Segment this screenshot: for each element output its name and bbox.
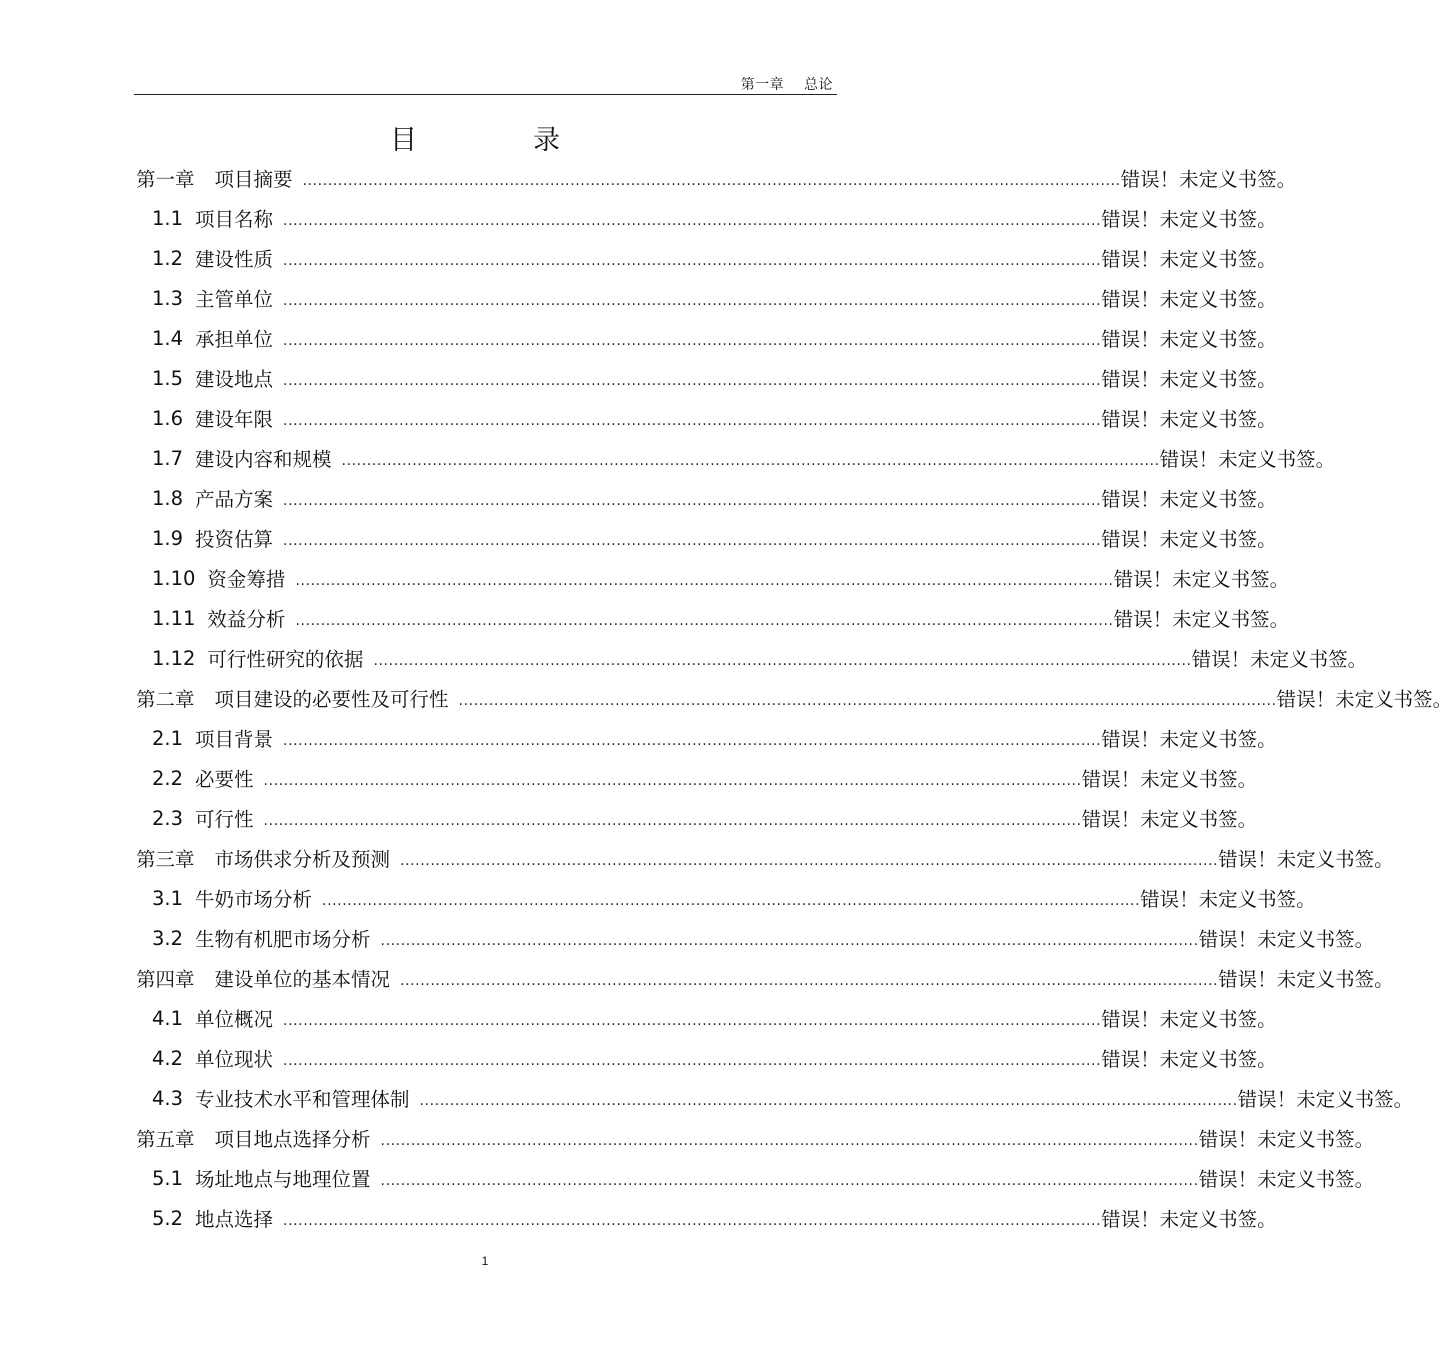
entry-page-reference: 错误！未定义书签。 — [1218, 968, 1394, 991]
entry-number: 2.1 — [152, 726, 184, 750]
entry-number: 1.7 — [152, 446, 184, 470]
entry-number: 4.3 — [152, 1086, 184, 1110]
toc-chapter-entry[interactable] — [134, 678, 1452, 718]
entry-title: 主管单位 — [195, 288, 274, 311]
entry-title: 可行性 — [195, 808, 254, 831]
table-of-contents — [134, 158, 1452, 1238]
dot-leader: .................................................................................................................................................................. — [322, 893, 1141, 909]
entry-page-reference: 错误！未定义书签。 — [1198, 1168, 1375, 1191]
entry-number: 第一章 — [136, 168, 195, 191]
page-number: 1 — [481, 1254, 489, 1268]
entry-number: 1.10 — [152, 566, 196, 590]
dot-leader: .................................................................................................................................................................. — [400, 853, 1219, 869]
toc-section-entry[interactable] — [134, 398, 1277, 438]
dot-leader: .................................................................................................................................................................. — [283, 373, 1102, 389]
entry-page-reference: 错误！未定义书签。 — [1081, 768, 1258, 791]
entry-page-reference: 错误！未定义书签。 — [1101, 1048, 1277, 1071]
dot-leader: .................................................................................................................................................................. — [302, 173, 1121, 189]
entry-number: 2.2 — [152, 766, 184, 790]
dot-leader: .................................................................................................................................................................. — [283, 1213, 1102, 1229]
toc-section-entry[interactable] — [134, 1198, 1277, 1238]
entry-number: 1.8 — [152, 486, 184, 510]
entry-number: 4.1 — [152, 1006, 184, 1030]
entry-number: 3.2 — [152, 926, 184, 950]
toc-chapter-entry[interactable] — [134, 158, 1297, 198]
entry-title: 地点选择 — [195, 1208, 274, 1231]
entry-number: 4.2 — [152, 1046, 184, 1070]
dot-leader: .................................................................................................................................................................. — [373, 653, 1192, 669]
toc-section-entry[interactable] — [134, 1158, 1375, 1198]
entry-page-reference: 错误！未定义书签。 — [1113, 568, 1290, 591]
dot-leader: .................................................................................................................................................................. — [283, 293, 1102, 309]
entry-page-reference: 错误！未定义书签。 — [1237, 1088, 1414, 1111]
entry-title: 项目名称 — [195, 208, 274, 231]
toc-title: 目录 — [390, 125, 676, 156]
toc-section-entry[interactable] — [134, 518, 1277, 558]
dot-leader: .................................................................................................................................................................. — [283, 333, 1102, 349]
toc-section-entry[interactable] — [134, 758, 1258, 798]
entry-title: 投资估算 — [195, 528, 274, 551]
dot-leader: .................................................................................................................................................................. — [341, 453, 1160, 469]
dot-leader: .................................................................................................................................................................. — [400, 973, 1219, 989]
entry-page-reference: 错误！未定义书签。 — [1198, 928, 1375, 951]
toc-section-entry[interactable] — [134, 998, 1277, 1038]
entry-title: 单位现状 — [195, 1048, 274, 1071]
dot-leader: .................................................................................................................................................................. — [263, 773, 1082, 789]
dot-leader: .................................................................................................................................................................. — [263, 813, 1082, 829]
entry-title: 建设内容和规模 — [195, 448, 332, 471]
toc-section-entry[interactable] — [134, 558, 1290, 598]
toc-section-entry[interactable] — [134, 278, 1277, 318]
toc-section-entry[interactable] — [134, 718, 1277, 758]
entry-page-reference: 错误！未定义书签。 — [1101, 1008, 1277, 1031]
entry-number: 1.12 — [152, 646, 196, 670]
running-header — [134, 66, 837, 95]
entry-title: 承担单位 — [195, 328, 274, 351]
entry-number: 1.11 — [152, 606, 196, 630]
entry-title: 市场供求分析及预测 — [214, 848, 391, 871]
header-chapter-title: 第一章 总论 — [740, 77, 833, 93]
entry-title: 项目背景 — [195, 728, 274, 751]
dot-leader: .................................................................................................................................................................. — [283, 253, 1102, 269]
entry-page-reference: 错误！未定义书签。 — [1101, 1208, 1277, 1231]
entry-title: 建设单位的基本情况 — [214, 968, 391, 991]
entry-page-reference: 错误！未定义书签。 — [1101, 488, 1277, 511]
toc-section-entry[interactable] — [134, 598, 1290, 638]
entry-number: 1.1 — [152, 206, 184, 230]
entry-number: 第四章 — [136, 968, 195, 991]
entry-number: 1.4 — [152, 326, 184, 350]
entry-page-reference: 错误！未定义书签。 — [1140, 888, 1316, 911]
dot-leader: .................................................................................................................................................................. — [380, 1133, 1199, 1149]
entry-number: 第二章 — [136, 688, 195, 711]
entry-title: 单位概况 — [195, 1008, 274, 1031]
toc-section-entry[interactable] — [134, 238, 1277, 278]
dot-leader: .................................................................................................................................................................. — [283, 213, 1102, 229]
entry-title: 专业技术水平和管理体制 — [195, 1088, 410, 1111]
toc-section-entry[interactable] — [134, 478, 1277, 518]
dot-leader: .................................................................................................................................................................. — [283, 1013, 1102, 1029]
entry-page-reference: 错误！未定义书签。 — [1113, 608, 1290, 631]
entry-title: 必要性 — [195, 768, 254, 791]
toc-section-entry[interactable] — [134, 638, 1368, 678]
dot-leader: .................................................................................................................................................................. — [283, 493, 1102, 509]
entry-page-reference: 错误！未定义书签。 — [1081, 808, 1258, 831]
toc-section-entry[interactable] — [134, 438, 1336, 478]
dot-leader: .................................................................................................................................................................. — [283, 733, 1102, 749]
entry-page-reference: 错误！未定义书签。 — [1198, 1128, 1375, 1151]
entry-title: 效益分析 — [207, 608, 286, 631]
toc-chapter-entry[interactable] — [134, 838, 1394, 878]
dot-leader: .................................................................................................................................................................. — [283, 413, 1102, 429]
entry-page-reference: 错误！未定义书签。 — [1191, 648, 1368, 671]
entry-page-reference: 错误！未定义书签。 — [1101, 408, 1277, 431]
toc-section-entry[interactable] — [134, 918, 1375, 958]
entry-title: 项目摘要 — [214, 168, 293, 191]
dot-leader: .................................................................................................................................................................. — [458, 693, 1277, 709]
toc-section-entry[interactable] — [134, 1038, 1277, 1078]
entry-page-reference: 错误！未定义书签。 — [1101, 288, 1277, 311]
entry-number: 2.3 — [152, 806, 184, 830]
toc-section-entry[interactable] — [134, 798, 1258, 838]
dot-leader: .................................................................................................................................................................. — [283, 533, 1102, 549]
entry-title: 生物有机肥市场分析 — [195, 928, 371, 951]
entry-title: 项目地点选择分析 — [214, 1128, 371, 1151]
entry-page-reference: 错误！未定义书签。 — [1101, 368, 1277, 391]
dot-leader: .................................................................................................................................................................. — [295, 573, 1114, 589]
entry-number: 5.1 — [152, 1166, 184, 1190]
entry-number: 1.2 — [152, 246, 184, 270]
entry-page-reference: 错误！未定义书签。 — [1218, 848, 1394, 871]
entry-title: 建设年限 — [195, 408, 274, 431]
entry-page-reference: 错误！未定义书签。 — [1101, 328, 1277, 351]
toc-section-entry[interactable] — [134, 318, 1277, 358]
dot-leader: .................................................................................................................................................................. — [380, 933, 1199, 949]
entry-number: 5.2 — [152, 1206, 184, 1230]
entry-page-reference: 错误！未定义书签。 — [1101, 208, 1277, 231]
entry-page-reference: 错误！未定义书签。 — [1101, 248, 1277, 271]
entry-page-reference: 错误！未定义书签。 — [1120, 168, 1297, 191]
entry-number: 第三章 — [136, 848, 195, 871]
entry-title: 建设性质 — [195, 248, 274, 271]
entry-title: 产品方案 — [195, 488, 274, 511]
entry-number: 1.5 — [152, 366, 184, 390]
entry-title: 牛奶市场分析 — [195, 888, 313, 911]
entry-number: 1.9 — [152, 526, 184, 550]
entry-number: 1.6 — [152, 406, 184, 430]
dot-leader: .................................................................................................................................................................. — [283, 1053, 1102, 1069]
entry-page-reference: 错误！未定义书签。 — [1276, 688, 1452, 711]
entry-title: 资金筹措 — [207, 568, 286, 591]
entry-page-reference: 错误！未定义书签。 — [1159, 448, 1336, 471]
dot-leader: .................................................................................................................................................................. — [419, 1093, 1238, 1109]
dot-leader: .................................................................................................................................................................. — [295, 613, 1114, 629]
toc-chapter-entry[interactable] — [134, 958, 1394, 998]
entry-title: 项目建设的必要性及可行性 — [214, 688, 449, 711]
toc-section-entry[interactable] — [134, 878, 1316, 918]
toc-section-entry[interactable] — [134, 1078, 1414, 1118]
entry-page-reference: 错误！未定义书签。 — [1101, 528, 1277, 551]
entry-number: 1.3 — [152, 286, 184, 310]
entry-title: 建设地点 — [195, 368, 274, 391]
dot-leader: .................................................................................................................................................................. — [380, 1173, 1199, 1189]
toc-chapter-entry[interactable] — [134, 1118, 1375, 1158]
toc-section-entry[interactable] — [134, 198, 1277, 238]
entry-number: 第五章 — [136, 1128, 195, 1151]
entry-title: 可行性研究的依据 — [207, 648, 364, 671]
toc-section-entry[interactable] — [134, 358, 1277, 398]
entry-title: 场址地点与地理位置 — [195, 1168, 371, 1191]
entry-page-reference: 错误！未定义书签。 — [1101, 728, 1277, 751]
entry-number: 3.1 — [152, 886, 184, 910]
